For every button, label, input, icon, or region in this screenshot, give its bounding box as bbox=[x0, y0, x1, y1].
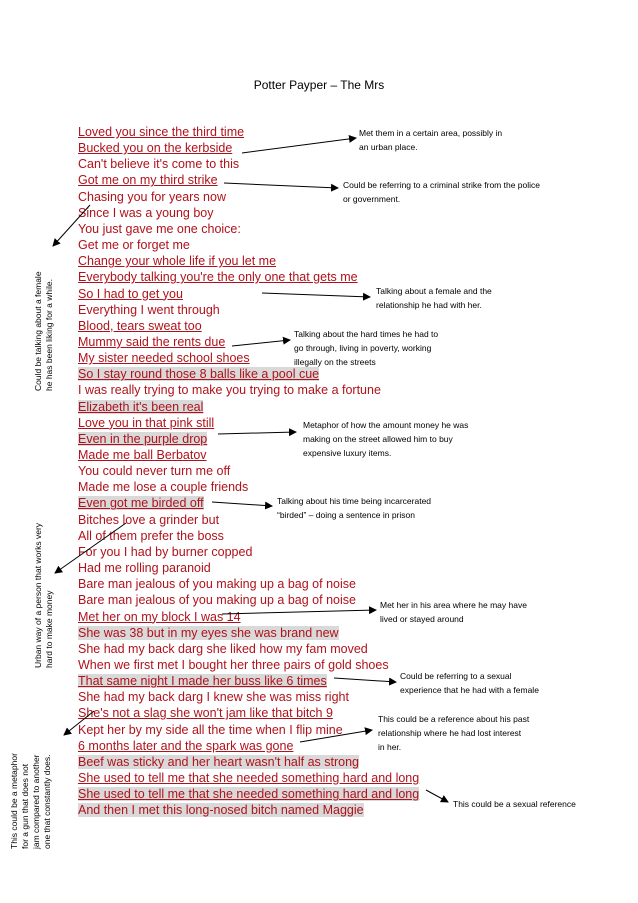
note-line: Could be referring to a criminal strike from the police bbox=[343, 180, 540, 190]
arrow-metaphor-money bbox=[218, 432, 296, 434]
lyric-text: She's not a slag she won't jam like that bitch 9 bbox=[78, 706, 333, 721]
note-line: lived or stayed around bbox=[380, 614, 464, 624]
lyric-text: For you I had by burner copped bbox=[78, 544, 253, 559]
arrow-area bbox=[242, 138, 356, 153]
lyric-text: Made me lose a couple friends bbox=[78, 480, 249, 495]
lyric-text: Get me or forget me bbox=[78, 238, 190, 253]
lyric-text: Bitches love a grinder but bbox=[78, 512, 220, 527]
note-line: illegally on the streets bbox=[294, 357, 376, 367]
arrow-sexual-reference bbox=[426, 790, 448, 802]
note-line: experience that he had with a female bbox=[400, 685, 539, 695]
note-line: hard to make money bbox=[44, 590, 54, 668]
note-line: making on the street allowed him to buy bbox=[303, 434, 453, 444]
lyric-text: She was 38 but in my eyes she was brand new bbox=[78, 625, 339, 640]
lyric-text: Even in the purple drop bbox=[78, 431, 208, 446]
lyric-text: Everybody talking you're the only one that gets me bbox=[78, 270, 358, 285]
lyric-text: Kept her by my side all the time when I flip mine bbox=[78, 722, 343, 737]
note-line: an urban place. bbox=[359, 142, 418, 152]
note-line: This could be a metaphor bbox=[9, 753, 19, 849]
note-line: Met her in his area where he may have bbox=[380, 600, 527, 610]
lyric-text: You just gave me one choice: bbox=[78, 221, 241, 236]
lyric-text: Change your whole life if you let me bbox=[78, 254, 277, 269]
lyric-text: She had my back darg I knew she was miss right bbox=[78, 690, 349, 705]
lyric-text: Elizabeth it's been real bbox=[78, 399, 204, 414]
note-line: for a gun that does not bbox=[20, 763, 30, 849]
lyric-text: Met her on my block I was 14 bbox=[78, 609, 241, 624]
lyric-text: She had my back darg she liked how my fam moved bbox=[78, 641, 368, 656]
lyric-text: Bare man jealous of you making up a bag of noise bbox=[78, 577, 356, 592]
note-line: he has been liking for a while. bbox=[44, 279, 54, 391]
arrow-side-female bbox=[53, 205, 90, 246]
note-line: Talking about the hard times he had to bbox=[294, 329, 439, 339]
note-line: jam compared to another bbox=[31, 754, 41, 849]
arrow-female bbox=[262, 293, 370, 297]
arrow-side-gun bbox=[64, 711, 94, 735]
lyric-text: I was really trying to make you trying to make a fortune bbox=[78, 383, 381, 398]
lyric-text: You could never turn me off bbox=[78, 464, 231, 479]
note-line: Could be referring to a sexual bbox=[400, 671, 512, 681]
note-line: This could be a reference about his past bbox=[378, 714, 530, 724]
lyric-text: Beef was sticky and her heart wasn't half as strong bbox=[78, 754, 359, 769]
lyric-text: Loved you since the third time bbox=[78, 125, 245, 139]
document-title: Potter Payper – The Mrs bbox=[253, 78, 385, 92]
lyric-text: Mummy said the rents due bbox=[78, 334, 226, 349]
note-line: Metaphor of how the amount money he was bbox=[303, 420, 469, 430]
lyric-text: Love you in that pink still bbox=[78, 415, 215, 430]
note-line: go through, living in poverty, working bbox=[294, 343, 432, 353]
lyric-text: Since I was a young boy bbox=[78, 205, 214, 220]
arrow-met-her bbox=[222, 610, 376, 614]
note-line: Urban way of a person that works very bbox=[33, 522, 43, 668]
note-line: expensive luxury items. bbox=[303, 448, 392, 458]
note-line: or government. bbox=[343, 194, 401, 204]
arrow-side-urban bbox=[55, 523, 126, 573]
note-line: Met them in a certain area, possibly in bbox=[359, 128, 503, 138]
arrow-sexual-experience bbox=[334, 678, 396, 682]
lyric-text: So I stay round those 8 balls like a pool cue bbox=[78, 367, 320, 382]
lyric-text: Bare man jealous of you making up a bag of noise bbox=[78, 593, 356, 608]
lyric-text: Bucked you on the kerbside bbox=[78, 141, 233, 156]
arrow-hard-times bbox=[232, 340, 290, 346]
lyric-text: 6 months later and the spark was gone bbox=[78, 738, 294, 753]
lyric-text: Blood, tears sweat too bbox=[78, 318, 202, 333]
note-line: one that constantly does. bbox=[42, 754, 52, 849]
note-line: in her. bbox=[378, 742, 402, 752]
lyric-text: Chasing you for years now bbox=[78, 189, 226, 204]
lyric-text: All of them prefer the boss bbox=[78, 528, 224, 543]
arrow-incarcerated bbox=[212, 502, 272, 506]
lyric-text: Got me on my third strike bbox=[78, 173, 218, 188]
lyric-text: Made me ball Berbatov bbox=[78, 448, 207, 462]
note-line: Could be talking about a female bbox=[33, 271, 43, 391]
lyric-text: And then I met this long-nosed bitch named Maggie bbox=[78, 803, 364, 818]
lyric-text: That same night I made her buss like 6 times bbox=[78, 674, 327, 689]
lyric-text: Even got me birded off bbox=[78, 496, 204, 511]
lyric-text: She used to tell me that she needed something hard and long bbox=[78, 787, 420, 802]
note-line: Talking about his time being incarcerated bbox=[277, 496, 432, 506]
note-line: This could be a sexual reference bbox=[453, 799, 576, 809]
note-line: relationship where he had lost interest bbox=[378, 728, 522, 738]
lyric-text: Can't believe it's come to this bbox=[78, 157, 240, 172]
arrow-strike bbox=[224, 183, 338, 188]
arrow-past-relationship bbox=[300, 730, 372, 742]
lyric-text: Had me rolling paranoid bbox=[78, 561, 211, 576]
lyric-text: So I had to get you bbox=[78, 286, 183, 301]
lyric-text: When we first met I bought her three pairs of gold shoes bbox=[78, 657, 389, 672]
note-line: relationship he had with her. bbox=[376, 300, 482, 310]
note-line: “birded” – doing a sentence in prison bbox=[277, 510, 415, 520]
lyric-text: She used to tell me that she needed something hard and long bbox=[78, 771, 420, 785]
lyric-text: My sister needed school shoes bbox=[78, 351, 250, 366]
lyric-text: Everything I went through bbox=[78, 302, 220, 317]
note-line: Talking about a female and the bbox=[376, 286, 492, 296]
